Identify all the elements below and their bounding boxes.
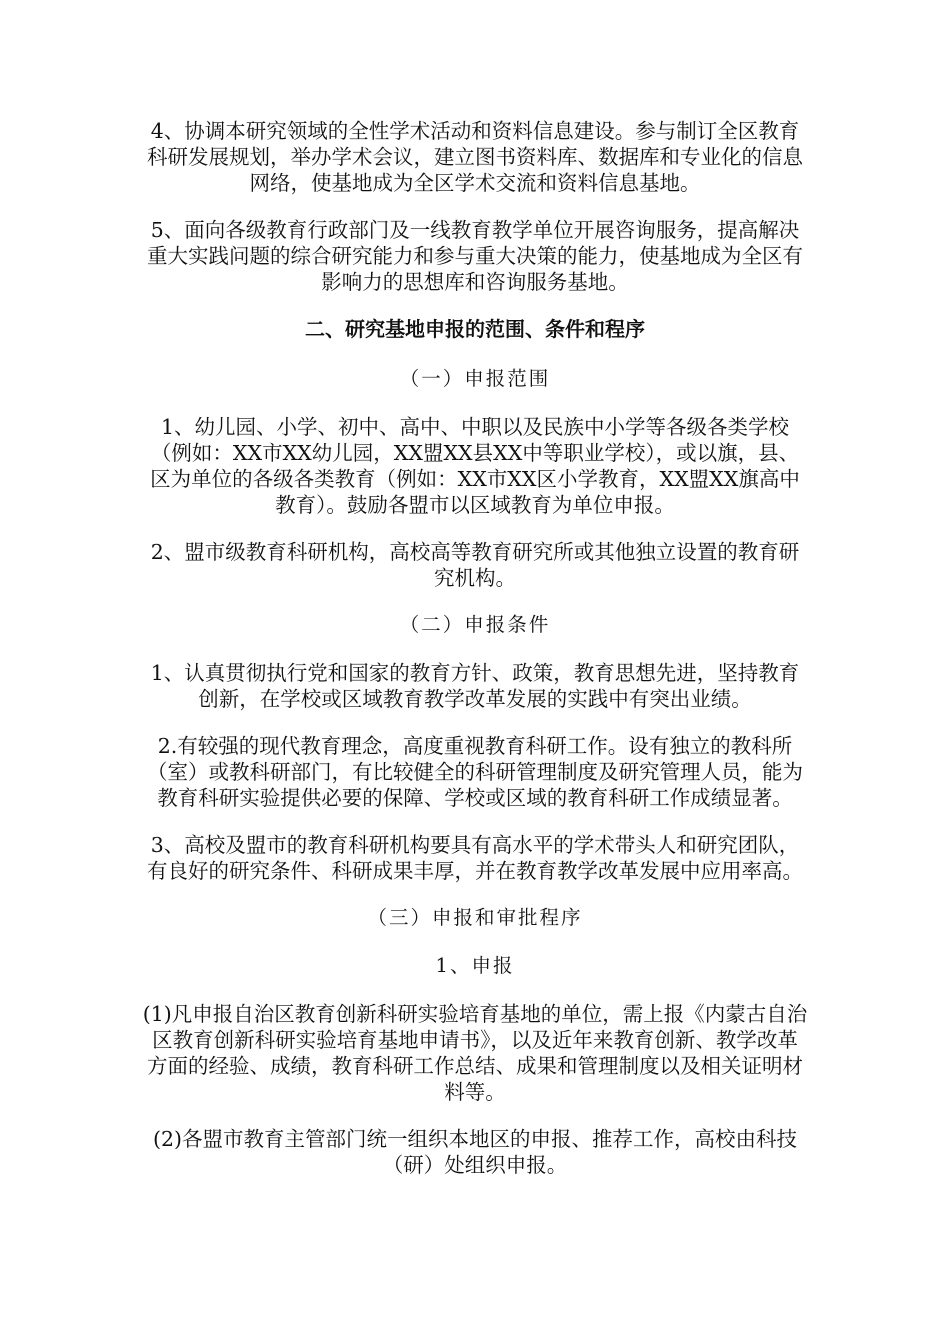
- condition-item-3: 3、高校及盟市的教育科研机构要具有高水平的学术带头人和研究团队，有良好的研究条件、科研成果丰厚，并在教育教学改革发展中应用率高。: [147, 833, 803, 883]
- paragraph-item-5: 5、面向各级教育行政部门及一线教育教学单位开展咨询服务，提高解决重大实践问题的综合研究能力和参与重大决策的能力，使基地成为全区有影响力的思想库和咨询服务基地。: [147, 218, 803, 294]
- subheading-conditions: （二）申报条件: [399, 613, 551, 636]
- document-page: [142, 118, 808, 1199]
- subheading-procedure: （三）申报和审批程序: [367, 906, 583, 929]
- condition-item-2: 2.有较强的现代教育理念，高度重视教育科研工作。设有独立的教科所（室）或教科研部门，有比较健全的科研管理制度及研究管理人员，能为教育科研实验提供必要的保障、学校或区域的教育科研工作成绩显著。: [147, 734, 803, 810]
- procedure-item-1: (1)凡申报自治区教育创新科研实验培育基地的单位，需上报《内蒙古自治区教育创新科研实验培育基地申请书》，以及近年来教育创新、教学改革方面的经验、成绩，教育科研工作总结、成果和管理制度以及相关证明材料等。: [142, 1002, 808, 1104]
- condition-item-1: 1、认真贯彻执行党和国家的教育方针、政策，教育思想先进，坚持教育创新，在学校或区域教育教学改革发展的实践中有突出业绩。: [150, 661, 800, 711]
- paragraph-item-4: 4、协调本研究领域的全性学术活动和资料信息建设。参与制订全区教育科研发展规划，举办学术会议，建立图书资料库、数据库和专业化的信息网络，使基地成为全区学术交流和资料信息基地。: [147, 119, 803, 195]
- section-title-application: 二、研究基地申报的范围、条件和程序: [305, 317, 645, 341]
- procedure-item-2: (2)各盟市教育主管部门统一组织本地区的申报、推荐工作，高校由科技（研）处组织申报。: [152, 1127, 798, 1177]
- subheading-apply-step: 1、申报: [435, 954, 515, 977]
- scope-item-2: 2、盟市级教育科研机构，高校高等教育研究所或其他独立设置的教育研究机构。: [150, 540, 800, 590]
- subheading-scope: （一）申报范围: [399, 367, 551, 390]
- scope-item-1: 1、幼儿园、小学、初中、高中、中职以及民族中小学等各级各类学校（例如：XX市XX幼儿园，XX盟XX县XX中等职业学校），或以旗，县、区为单位的各级各类教育（例如：XX市XX区小学教育，XX盟XX旗高中教育）。鼓励各盟市以区域教育为单位申报。: [150, 415, 800, 517]
